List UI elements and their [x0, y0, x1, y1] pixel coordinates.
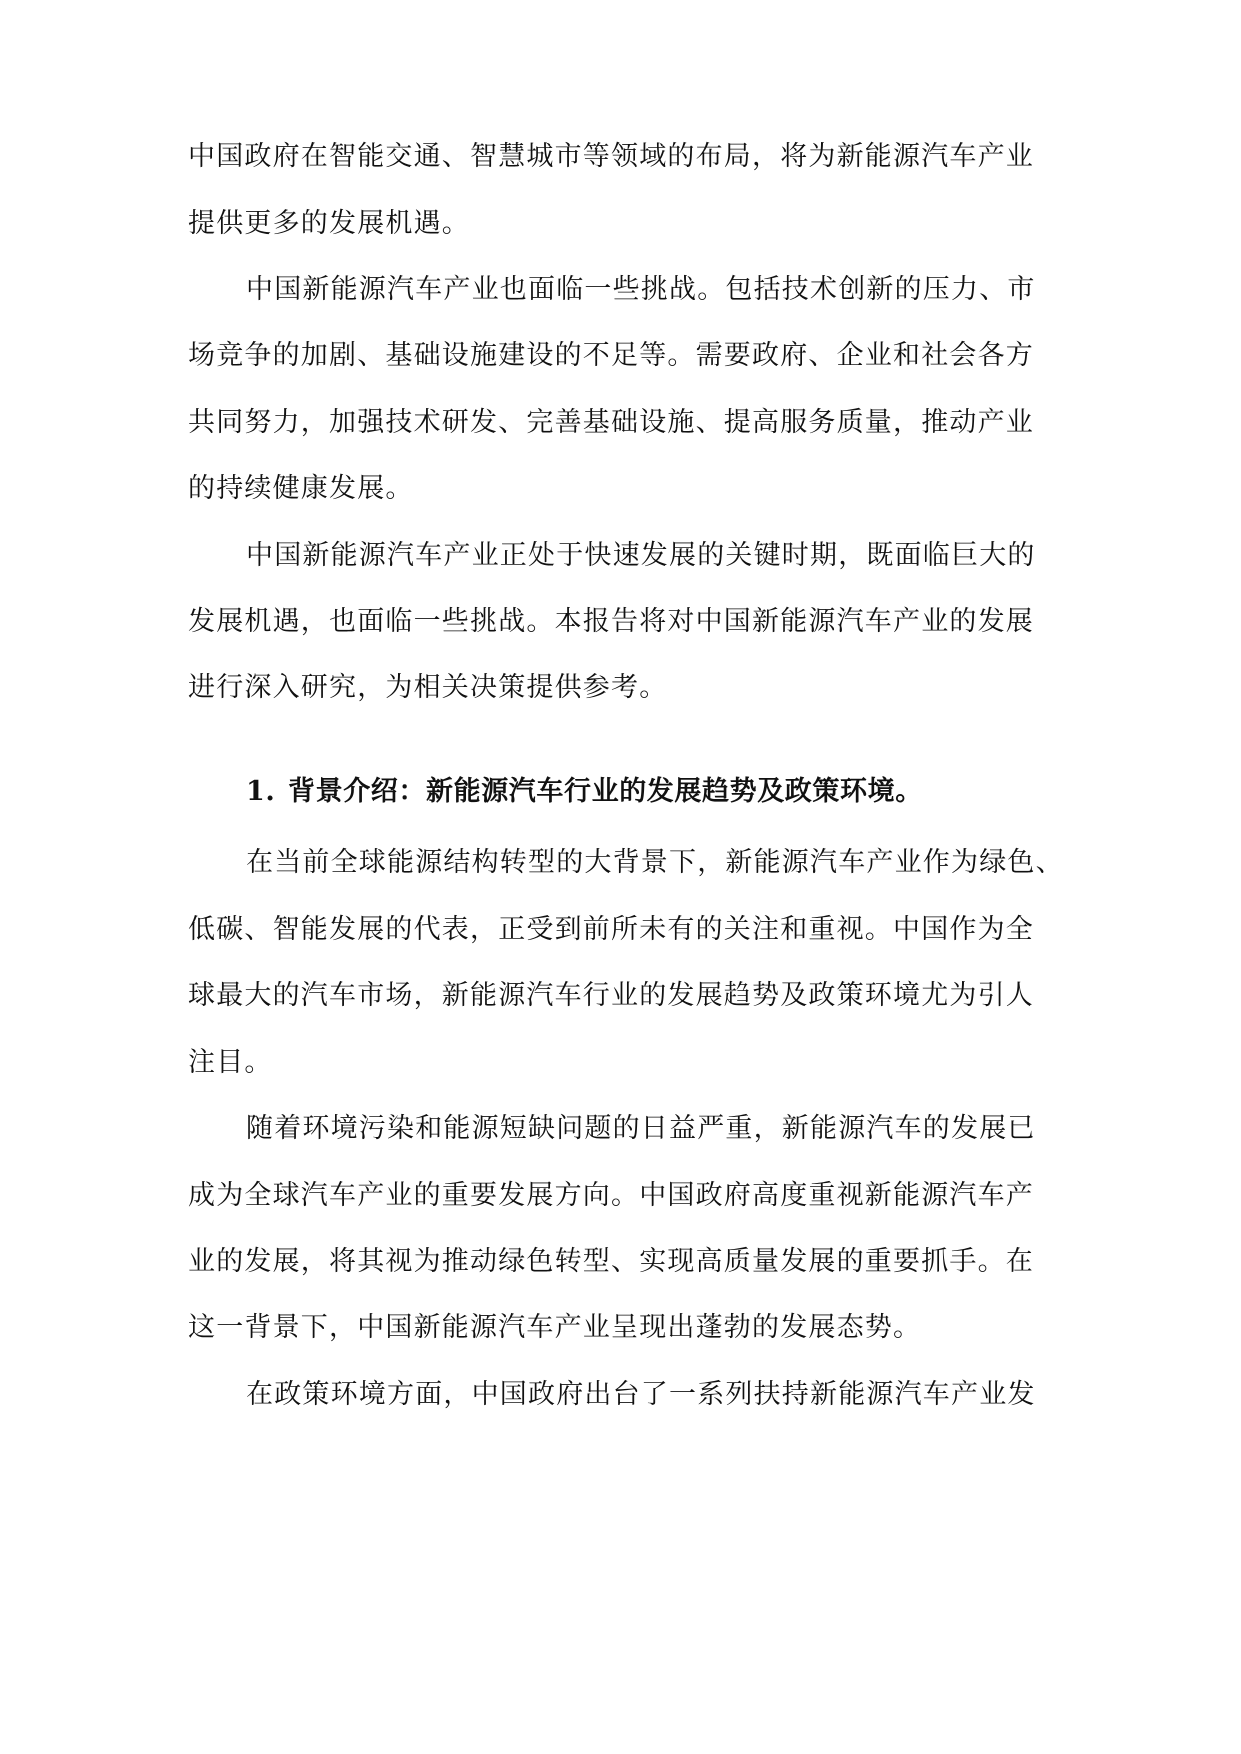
section-heading-number: 1. [246, 776, 276, 807]
paragraph-line: 中国政府在智能交通、智慧城市等领域的布局，将为新能源汽车产业 [188, 141, 1034, 172]
paragraph-line: 在政策环境方面，中国政府出台了一系列扶持新能源汽车产业发 [246, 1379, 1036, 1410]
paragraph-line: 球最大的汽车市场，新能源汽车行业的发展趋势及政策环境尤为引人 [188, 980, 1034, 1011]
paragraph-line: 中国新能源汽车产业也面临一些挑战。包括技术创新的压力、市 [246, 274, 1036, 305]
paragraph-line: 低碳、智能发展的代表，正受到前所未有的关注和重视。中国作为全 [188, 914, 1034, 945]
section-heading-text: 背景介绍：新能源汽车行业的发展趋势及政策环境。 [288, 776, 923, 807]
paragraph-line: 发展机遇，也面临一些挑战。本报告将对中国新能源汽车产业的发展 [188, 606, 1034, 637]
paragraph-line: 的持续健康发展。 [188, 473, 414, 504]
paragraph-line: 随着环境污染和能源短缺问题的日益严重，新能源汽车的发展已 [246, 1113, 1036, 1144]
paragraph-line: 进行深入研究，为相关决策提供参考。 [188, 672, 668, 703]
section-heading [246, 772, 1058, 812]
paragraph-line: 提供更多的发展机遇。 [188, 208, 470, 239]
paragraph-line: 中国新能源汽车产业正处于快速发展的关键时期，既面临巨大的 [246, 540, 1036, 571]
paragraph-line: 成为全球汽车产业的重要发展方向。中国政府高度重视新能源汽车产 [188, 1180, 1034, 1211]
paragraph-line: 场竞争的加剧、基础设施建设的不足等。需要政府、企业和社会各方 [188, 340, 1034, 371]
paragraph-line: 注目。 [188, 1047, 273, 1078]
paragraph-line: 共同努力，加强技术研发、完善基础设施、提高服务质量，推动产业 [188, 407, 1034, 438]
paragraph-line: 这一背景下，中国新能源汽车产业呈现出蓬勃的发展态势。 [188, 1312, 922, 1343]
paragraph-line: 在当前全球能源结构转型的大背景下，新能源汽车产业作为绿色、 [246, 847, 1064, 878]
paragraph-line: 业的发展，将其视为推动绿色转型、实现高质量发展的重要抓手。在 [188, 1246, 1034, 1277]
